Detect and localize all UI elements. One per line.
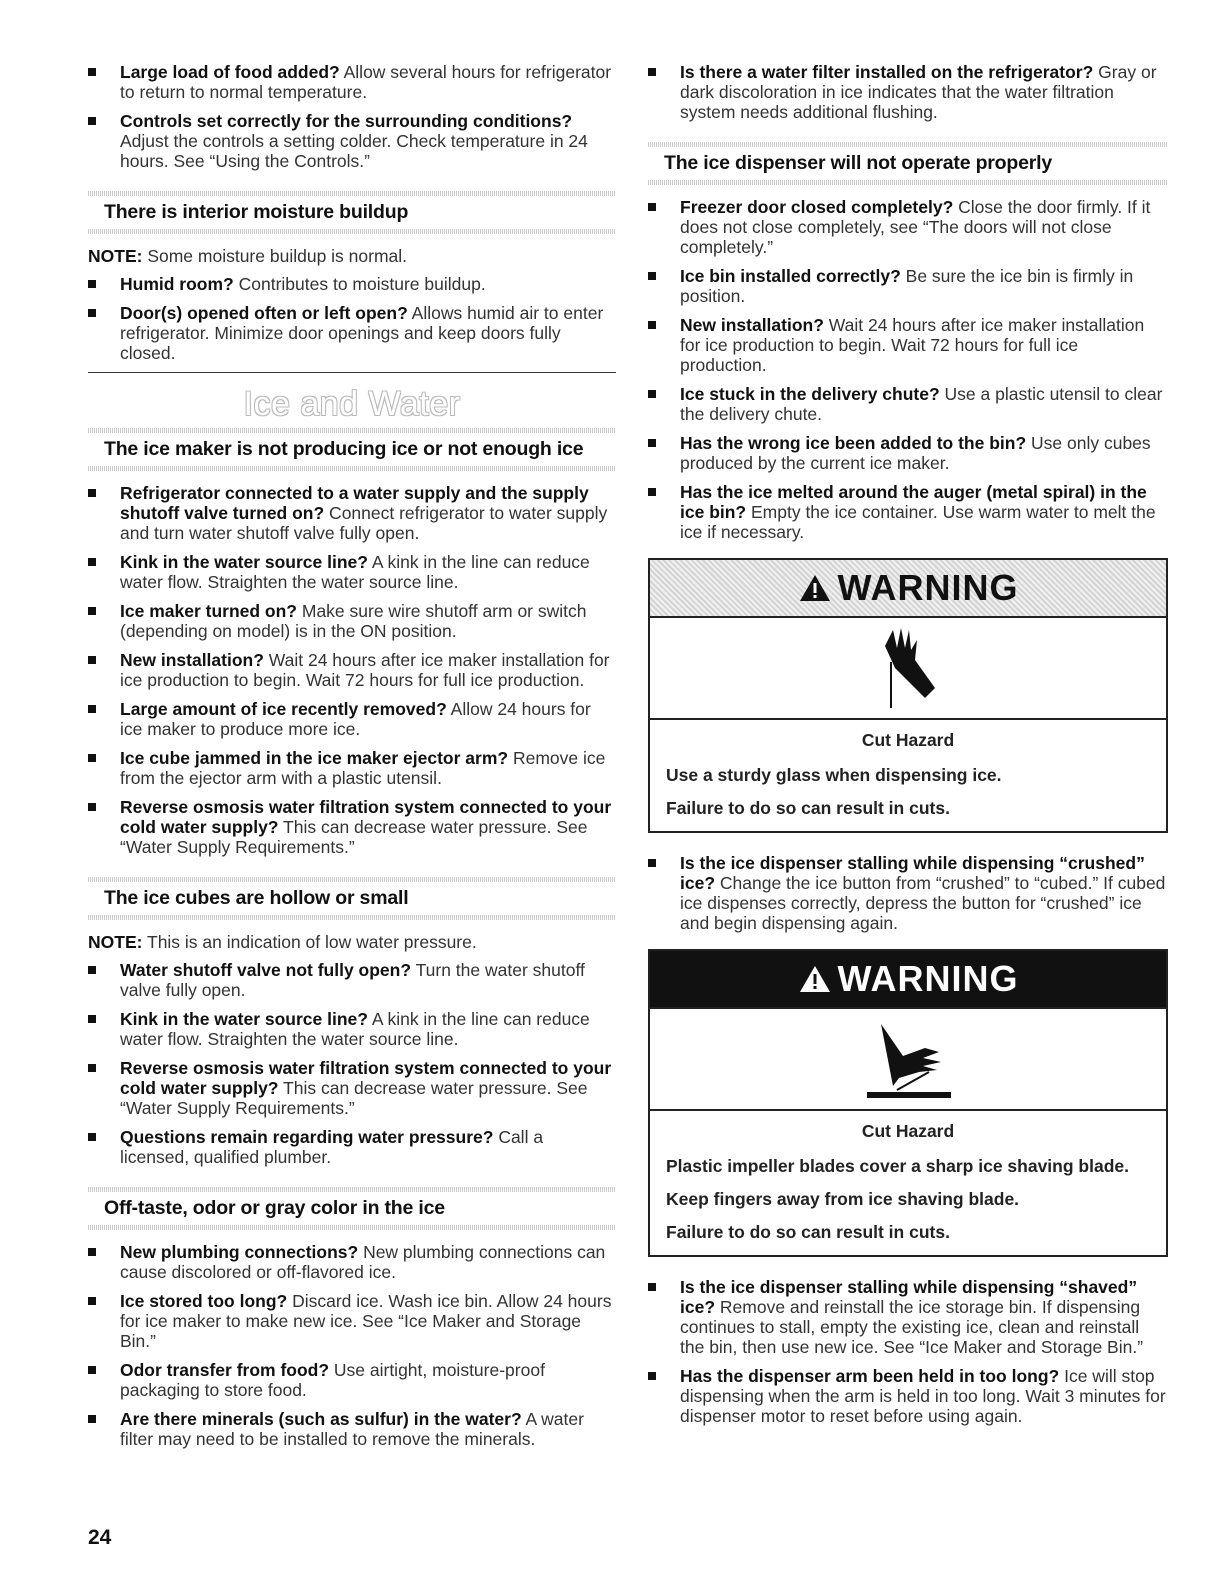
hatch-divider	[88, 428, 616, 433]
item-answer: A water filter may need to be installed to remove the minerals.	[120, 1409, 584, 1449]
item-question: Controls set correctly for the surrounding conditions?	[120, 111, 573, 131]
warning-line: Failure to do so can result in cuts.	[666, 1222, 950, 1242]
item-question: Has the ice melted around the auger (metal spiral) in the ice bin?	[680, 482, 1147, 522]
not-producing-list	[88, 483, 616, 857]
section-title: The ice dispenser will not operate properly	[664, 152, 1052, 174]
warning-box-blade	[648, 949, 1168, 1257]
item-question: Is the ice dispenser stalling while dispensing “crushed” ice?	[680, 853, 1145, 893]
moisture-note	[88, 246, 616, 266]
item-question: New plumbing connections?	[120, 1242, 359, 1262]
item-answer: Adjust the controls a setting colder. Check temperature in 24 hours. See “Using the Controls.”	[120, 131, 588, 171]
item-question: Humid room?	[120, 274, 234, 294]
item-question: Kink in the water source line?	[120, 1009, 368, 1029]
item-question: Has the dispenser arm been held in too long?	[680, 1366, 1060, 1386]
left-column	[88, 62, 616, 1458]
item-answer: This can decrease water pressure. See “Water Supply Requirements.”	[120, 817, 588, 857]
list-item	[648, 266, 1168, 306]
list-item	[648, 433, 1168, 473]
item-answer: Allow 24 hours for ice maker to produce more ice.	[120, 699, 591, 739]
off-taste-list	[88, 1242, 616, 1449]
hatch-divider	[88, 229, 616, 234]
hatch-divider	[88, 191, 616, 196]
moisture-list	[88, 274, 616, 363]
item-answer: Use only cubes produced by the current ice maker.	[680, 433, 1151, 473]
warning-label: WARNING	[837, 567, 1019, 608]
list-item	[648, 1366, 1168, 1426]
shaved-list	[648, 1277, 1168, 1426]
hatch-divider	[88, 1225, 616, 1230]
list-item	[88, 1360, 616, 1400]
item-question: New installation?	[680, 315, 824, 335]
item-answer: Use a plastic utensil to clear the delivery chute.	[680, 384, 1163, 424]
item-answer: Use airtight, moisture-proof packaging to store food.	[120, 1360, 545, 1400]
list-item	[648, 197, 1168, 257]
crushed-list	[648, 853, 1168, 933]
list-item	[88, 1058, 616, 1118]
section-title: The ice cubes are hollow or small	[104, 887, 409, 909]
warning-triangle-icon	[798, 573, 832, 603]
category-title: Ice and Water	[243, 385, 461, 423]
warning-body	[650, 720, 1166, 831]
item-question: Ice cube jammed in the ice maker ejector arm?	[120, 748, 509, 768]
item-question: Door(s) opened often or left open?	[120, 303, 408, 323]
item-answer: Wait 24 hours after ice maker installation for ice production to begin. Wait 72 hours for full ice production.	[120, 650, 610, 690]
list-item	[88, 1127, 616, 1167]
item-question: Ice bin installed correctly?	[680, 266, 901, 286]
warning-line: Plastic impeller blades cover a sharp ice shaving blade.	[666, 1156, 1129, 1176]
warning-line: Failure to do so can result in cuts.	[666, 798, 950, 818]
item-question: Are there minerals (such as sulfur) in the water?	[120, 1409, 522, 1429]
hatch-divider	[648, 180, 1168, 185]
list-item	[88, 748, 616, 788]
item-question: Ice maker turned on?	[120, 601, 297, 621]
item-answer: Make sure wire shutoff arm or switch (depending on model) is in the ON position.	[120, 601, 587, 641]
item-question: Water shutoff valve not fully open?	[120, 960, 412, 980]
list-item	[88, 1009, 616, 1049]
list-item	[88, 650, 616, 690]
hazard-title: Cut Hazard	[861, 1121, 955, 1141]
item-question: Refrigerator connected to a water supply and the supply shutoff valve turned on?	[120, 483, 589, 523]
warning-pictogram	[650, 1009, 1166, 1111]
item-answer: A kink in the line can reduce water flow. Straighten the water source line.	[120, 552, 590, 592]
note-label: NOTE:	[88, 246, 143, 266]
temperature-list	[88, 62, 616, 171]
item-answer: A kink in the line can reduce water flow. Straighten the water source line.	[120, 1009, 590, 1049]
note-label: NOTE:	[88, 932, 143, 952]
item-question: Odor transfer from food?	[120, 1360, 330, 1380]
list-item	[648, 384, 1168, 424]
list-item	[88, 274, 616, 294]
warning-header	[650, 560, 1166, 618]
cut-hazard-hand-blade-icon	[853, 1016, 963, 1102]
item-question: Ice stored too long?	[120, 1291, 288, 1311]
list-item	[88, 552, 616, 592]
note-text: Some moisture buildup is normal.	[142, 246, 408, 266]
item-question: Reverse osmosis water filtration system connected to your cold water supply?	[120, 797, 612, 837]
item-answer: Turn the water shutoff valve fully open.	[120, 960, 585, 1000]
dispenser-list	[648, 197, 1168, 542]
hatch-divider	[88, 915, 616, 920]
item-question: Reverse osmosis water filtration system connected to your cold water supply?	[120, 1058, 612, 1098]
warning-body	[650, 1111, 1166, 1255]
list-item	[648, 315, 1168, 375]
hatch-divider	[88, 1187, 616, 1192]
item-question: New installation?	[120, 650, 264, 670]
item-question: Has the wrong ice been added to the bin?	[680, 433, 1027, 453]
list-item	[88, 62, 616, 102]
item-question: Is the ice dispenser stalling while dispensing “shaved” ice?	[680, 1277, 1138, 1317]
right-column	[648, 62, 1168, 1435]
item-answer: Allow several hours for refrigerator to return to normal temperature.	[120, 62, 612, 102]
hollow-list	[88, 960, 616, 1167]
category-rule	[88, 372, 616, 373]
item-answer: New plumbing connections can cause discolored or off-flavored ice.	[120, 1242, 606, 1282]
section-heading-hollow	[88, 877, 616, 920]
section-heading-off-taste	[88, 1187, 616, 1230]
note-text: This is an indication of low water pressure.	[142, 932, 477, 952]
list-item	[88, 1291, 616, 1351]
item-question: Is there a water filter installed on the refrigerator?	[680, 62, 1094, 82]
item-answer: Gray or dark discoloration in ice indicates that the water filtration system needs additional flushing.	[680, 62, 1157, 122]
item-question: Ice stuck in the delivery chute?	[680, 384, 940, 404]
page-number: 24	[88, 1526, 112, 1549]
hollow-note	[88, 932, 616, 952]
item-answer: Discard ice. Wash ice bin. Allow 24 hours for ice maker to make new ice. See “Ice Maker and Storage Bin.”	[120, 1291, 612, 1351]
hatch-divider	[648, 142, 1168, 147]
list-item	[648, 482, 1168, 542]
list-item	[88, 699, 616, 739]
section-heading-moisture	[88, 191, 616, 234]
item-answer: Call a licensed, qualified plumber.	[120, 1127, 544, 1167]
warning-pictogram	[650, 618, 1166, 720]
item-answer: This can decrease water pressure. See “Water Supply Requirements.”	[120, 1078, 588, 1118]
item-question: Large load of food added?	[120, 62, 340, 82]
section-title: The ice maker is not producing ice or not enough ice	[104, 438, 584, 460]
list-item	[88, 1409, 616, 1449]
warning-header	[650, 951, 1166, 1009]
item-answer: Remove ice from the ejector arm with a plastic utensil.	[120, 748, 606, 788]
hazard-title: Cut Hazard	[861, 730, 955, 750]
item-answer: Connect refrigerator to water supply and turn water shutoff valve fully open.	[120, 503, 608, 543]
list-item	[88, 111, 616, 171]
item-question: Kink in the water source line?	[120, 552, 368, 572]
list-item	[648, 1277, 1168, 1357]
item-question: Large amount of ice recently removed?	[120, 699, 447, 719]
item-question: Freezer door closed completely?	[680, 197, 954, 217]
list-item	[88, 601, 616, 641]
list-item	[88, 960, 616, 1000]
hatch-divider	[88, 466, 616, 471]
list-item	[648, 62, 1168, 122]
warning-line: Keep fingers away from ice shaving blade.	[666, 1189, 1020, 1209]
filter-list	[648, 62, 1168, 122]
list-item	[88, 1242, 616, 1282]
item-question: Questions remain regarding water pressure?	[120, 1127, 494, 1147]
warning-triangle-icon	[798, 964, 832, 994]
list-item	[88, 483, 616, 543]
warning-label: WARNING	[837, 958, 1019, 999]
section-heading-not-producing	[88, 428, 616, 471]
section-title: There is interior moisture buildup	[104, 201, 409, 223]
list-item	[88, 303, 616, 363]
item-answer: Allows humid air to enter refrigerator. Minimize door openings and keep doors fully closed.	[120, 303, 604, 363]
list-item	[648, 853, 1168, 933]
warning-line: Use a sturdy glass when dispensing ice.	[666, 765, 1002, 785]
item-answer: Wait 24 hours after ice maker installation for ice production to begin. Wait 72 hours for full ice production.	[680, 315, 1145, 375]
list-item	[88, 797, 616, 857]
item-answer: Remove and reinstall the ice storage bin. If dispensing continues to stall, empty the existing ice, clean and reinstall the bin, then use new ice. See “Ice Maker and Storage Bin.”	[680, 1297, 1144, 1357]
item-answer: Be sure the ice bin is firmly in position.	[680, 266, 1134, 306]
cut-hazard-hand-glass-icon	[873, 626, 943, 710]
item-answer: Contributes to moisture buildup.	[233, 274, 486, 294]
section-title: Off-taste, odor or gray color in the ice	[104, 1197, 445, 1219]
item-answer: Change the ice button from “crushed” to “cubed.” If cubed ice dispenses correctly, depress the button for “crushed” ice and begin dispensing again.	[680, 873, 1166, 933]
hatch-divider	[88, 877, 616, 882]
item-answer: Ice will stop dispensing when the arm is held in too long. Wait 3 minutes for dispenser motor to reset before using again.	[680, 1366, 1166, 1426]
item-answer: Close the door firmly. If it does not close completely, see “The doors will not close completely.”	[680, 197, 1151, 257]
section-heading-dispenser	[648, 142, 1168, 185]
item-answer: Empty the ice container. Use warm water to melt the ice if necessary.	[680, 502, 1156, 542]
warning-box-glass	[648, 558, 1168, 833]
